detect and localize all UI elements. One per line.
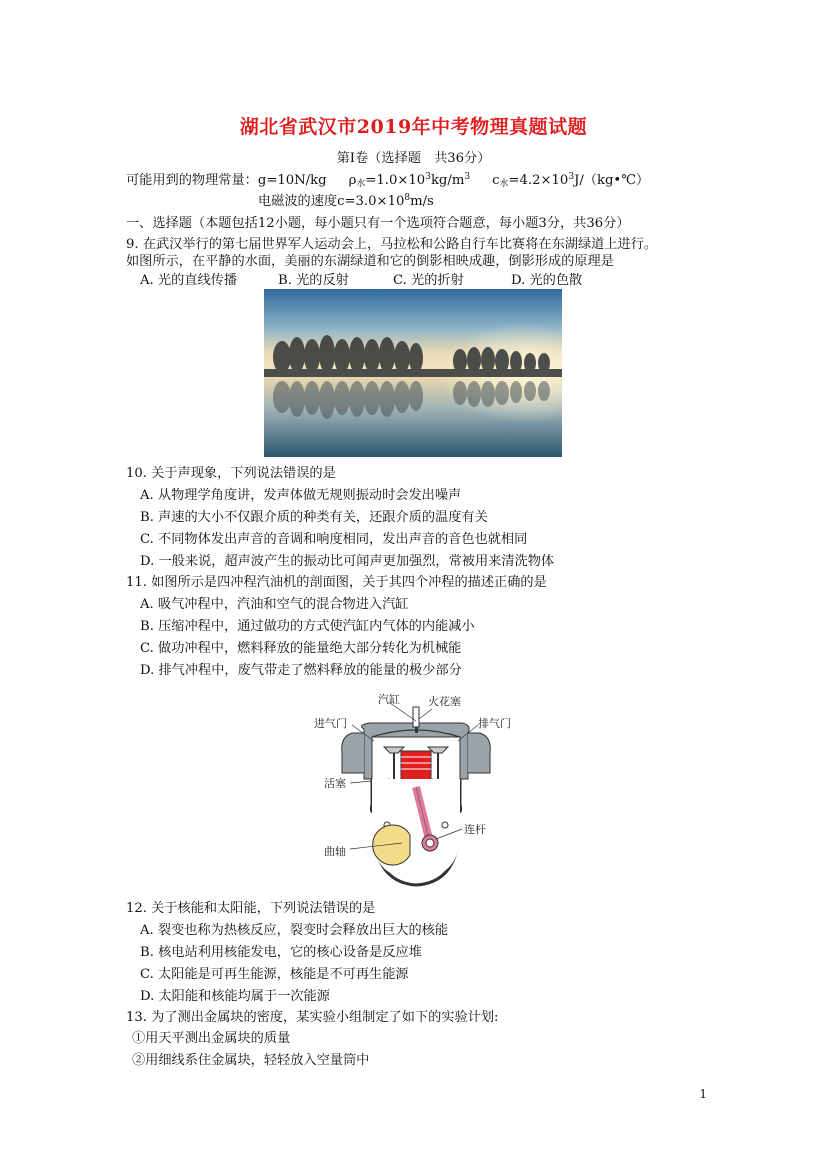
label-connecting-rod: 连杆 <box>464 823 486 836</box>
q9-option-c: C. 光的折射 <box>393 273 464 288</box>
q11-stem: 11. 如图所示是四冲程汽油机的剖面图，关于其四个冲程的描述正确的是 <box>126 575 547 590</box>
q10-option-b: B. 声速的大小不仅跟介质的种类有关，还跟介质的温度有关 <box>140 510 488 525</box>
label-spark-plug: 火花塞 <box>428 695 461 708</box>
constant-rho-exponent: 3 <box>425 172 431 182</box>
constant-rho-value: =1.0×10 <box>365 173 426 188</box>
q13-plan-step-1: ①用天平测出金属块的质量 <box>132 1031 291 1046</box>
q9-option-a: A. 光的直线传播 <box>140 273 238 288</box>
em-speed-value: 电磁波的速度c=3.0×10 <box>258 194 405 209</box>
constant-c-subscript: 水 <box>499 179 509 189</box>
constant-g: g=10N/kg <box>257 173 327 188</box>
q10-option-a: A. 从物理学角度讲，发声体做无规则振动时会发出噪声 <box>140 488 462 503</box>
q10-option-c: C. 不同物体发出声音的音调和响度相同，发出声音的音色也就相同 <box>140 532 528 547</box>
q12-option-b: B. 核电站利用核能发电，它的核心设备是反应堆 <box>140 945 422 960</box>
east-lake-reflection-photo <box>264 289 562 457</box>
q13-plan-step-2: ②用细线系住金属块，轻轻放入空量筒中 <box>132 1053 370 1068</box>
label-crankshaft: 曲轴 <box>324 845 346 858</box>
q10-stem: 10. 关于声现象，下列说法错误的是 <box>126 466 336 481</box>
constant-c-unit: J/（kg•℃） <box>574 173 650 188</box>
q11-option-c: C. 做功冲程中，燃料释放的能量绝大部分转化为机械能 <box>140 641 462 656</box>
q9-stem-line1: 9. 在武汉举行的第七届世界军人运动会上，马拉松和公路自行车比赛将在东湖绿道上进行。 <box>126 237 658 252</box>
constant-rho-symbol: ρ <box>348 173 357 188</box>
constant-c-value: =4.2×10 <box>508 173 569 188</box>
em-speed-exponent: 8 <box>404 193 411 203</box>
q12-stem: 12. 关于核能和太阳能，下列说法错误的是 <box>126 901 376 916</box>
constant-rho-unit-exponent: 3 <box>464 172 471 182</box>
constant-c-exponent: 3 <box>568 172 575 182</box>
section-header: 第Ⅰ卷（选择题 共36分） <box>336 151 491 166</box>
constant-rho-subscript: 水 <box>356 179 366 189</box>
label-piston: 活塞 <box>324 777 346 790</box>
em-speed-unit: m/s <box>410 194 434 209</box>
em-speed-line <box>258 190 434 209</box>
part-one-heading: 一、选择题（本题包括12小题，每小题只有一个选项符合题意，每小题3分，共36分） <box>126 216 630 231</box>
q11-option-d: D. 排气冲程中，废气带走了燃料释放的能量的极少部分 <box>140 663 462 678</box>
q12-option-d: D. 太阳能和核能均属于一次能源 <box>140 989 330 1004</box>
q13-stem: 13. 为了测出金属块的密度，某实验小组制定了如下的实验计划: <box>126 1010 499 1025</box>
constant-rho-unit: kg/m <box>430 173 465 188</box>
label-cylinder: 汽缸 <box>378 693 400 706</box>
q9-option-d: D. 光的色散 <box>511 273 583 288</box>
exam-title: 湖北省武汉市2019年中考物理真题试题 <box>239 116 588 138</box>
q10-option-d: D. 一般来说，超声波产生的振动比可闻声更加强烈，常被用来清洗物体 <box>140 554 555 569</box>
constant-c-symbol: c <box>492 173 500 188</box>
q11-option-b: B. 压缩冲程中，通过做功的方式使汽缸内气体的内能减小 <box>140 619 475 634</box>
q9-option-b: B. 光的反射 <box>278 273 349 288</box>
label-exhaust-valve: 排气门 <box>478 717 511 730</box>
label-intake-valve: 进气门 <box>314 717 347 730</box>
q12-option-c: C. 太阳能是可再生能源，核能是不可再生能源 <box>140 967 409 982</box>
four-stroke-engine-diagram <box>312 693 522 889</box>
constants-intro: 可能用到的物理常量： <box>126 173 258 188</box>
q12-option-a: A. 裂变也称为热核反应，裂变时会释放出巨大的核能 <box>140 923 449 938</box>
constants-line <box>126 169 649 189</box>
page-number: 1 <box>699 1087 707 1101</box>
q9-stem-line2: 如图所示，在平静的水面，美丽的东湖绿道和它的倒影相映成趣，倒影形成的原理是 <box>126 254 614 269</box>
q11-option-a: A. 吸气冲程中，汽油和空气的混合物进入汽缸 <box>140 597 409 612</box>
